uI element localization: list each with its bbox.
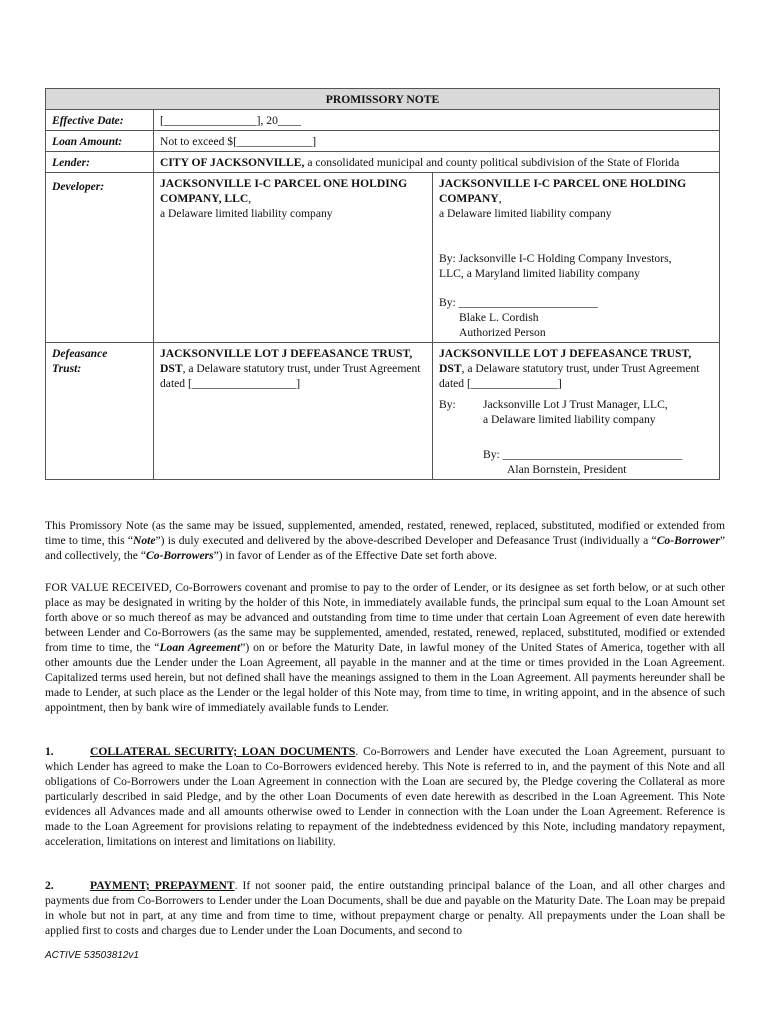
developer-left-description: a Delaware limited liability company xyxy=(160,207,333,220)
trust-signature-line: By: _______________________________ xyxy=(483,448,683,461)
developer-right-comma: , xyxy=(498,192,502,205)
defined-term-co-borrowers: Co-Borrowers xyxy=(145,549,214,562)
document-id-footer: ACTIVE 53503812v1 xyxy=(45,950,139,961)
loan-amount-value: Not to exceed $[_____________] xyxy=(154,131,720,152)
value-received-text-b: ”) on or before the Maturity Date, in lawful money of the United States of America, together with all other amounts due the Lender under the Loan Agreement, all payable in the manner and at the time or times provided in the Loan Agreement. Capitalized terms used herein, but not defined shall have the meanings assigned to them in the Loan Agreement. All payments hereunder shall be made to Lender, at such place as the Lender or the legal holder of this Note may, from time to time, in writing appoint, and in the absence of such appointment, then by bank wire of immediately available funds to Lender. xyxy=(45,641,725,714)
section-2-heading: PAYMENT; PREPAYMENT xyxy=(90,879,235,892)
developer-right-name: JACKSONVILLE I-C PARCEL ONE HOLDING COMPANY xyxy=(439,177,687,205)
developer-right-description: a Delaware limited liability company xyxy=(439,207,612,220)
developer-left-comma: , xyxy=(248,192,252,205)
lender-description: a consolidated municipal and county political subdivision of the State of Florida xyxy=(304,156,680,169)
section-2-paragraph xyxy=(45,878,725,938)
trust-by-line-1: Jacksonville Lot J Trust Manager, LLC, xyxy=(483,398,668,411)
developer-right-cell xyxy=(433,173,720,343)
defined-term-co-borrower: Co-Borrower xyxy=(656,534,720,547)
developer-left-cell xyxy=(154,173,433,343)
header-block xyxy=(45,88,721,480)
trust-by-tag: By: xyxy=(439,398,456,411)
trust-right-cell xyxy=(433,343,720,480)
developer-signature-line: By: ________________________ xyxy=(439,296,598,309)
trust-right-description: , a Delaware statutory trust, under Trust Agreement dated [_______________] xyxy=(439,362,700,390)
intro-text-b: ”) is duly executed and delivered by the above-described Developer and Defeasance Trust (individually a “ xyxy=(155,534,657,547)
trust-by-line-2: a Delaware limited liability company xyxy=(483,413,656,426)
parties-table xyxy=(45,88,720,480)
developer-by-line-2: LLC, a Maryland limited liability company xyxy=(439,267,640,280)
trust-left-cell xyxy=(154,343,433,480)
section-1-number: 1. xyxy=(45,745,54,758)
defined-term-note: Note xyxy=(132,534,156,547)
lender-name: CITY OF JACKSONVILLE, xyxy=(160,156,305,169)
trust-by-block xyxy=(439,397,713,427)
effective-date-label: Effective Date: xyxy=(46,110,154,131)
trust-left-description: , a Delaware statutory trust, under Trust Agreement dated [__________________] xyxy=(160,362,421,390)
loan-amount-label: Loan Amount: xyxy=(46,131,154,152)
document-title: PROMISSORY NOTE xyxy=(46,89,720,110)
section-2-text: . If not sooner paid, the entire outstanding principal balance of the Loan, and all other charges and payments due from Co-Borrowers to Lender under the Loan Documents, shall be due and payable on the Maturity Date. The Loan may be prepaid in whole but not in part, at any time and from time to time, without prepayment charge or penalty. All prepayments under the Loan shall be applied first to costs and charges due to Lender under the Loan Documents, and second to xyxy=(45,879,725,937)
trust-right-name: JACKSONVILLE LOT J DEFEASANCE TRUST, DST xyxy=(439,347,692,375)
defined-term-loan-agreement: Loan Agreement xyxy=(159,641,241,654)
effective-date-value: [________________], 20____ xyxy=(154,110,720,131)
section-2-number: 2. xyxy=(45,879,54,892)
defeasance-trust-label xyxy=(46,343,154,480)
section-1-heading: COLLATERAL SECURITY; LOAN DOCUMENTS xyxy=(90,745,356,758)
trust-signatory-name: Alan Bornstein, President xyxy=(507,463,627,476)
value-received-text-a: FOR VALUE RECEIVED, Co-Borrowers covenant and promise to pay to the order of Lender, or its designee as set forth below, or at such other place as may be designated in writing by the holder of this Note, in immediately available funds, the principal sum equal to the Loan Amount set forth above or so much thereof as may be advanced and outstanding from time to time under that certain Loan Agreement of even date herewith between Lender and Co-Borrowers (as the same may be supplemented, amended, restated, renewed, replaced, substituted, modified or extended from time to time, the “ xyxy=(45,581,725,654)
developer-signatory-title: Authorized Person xyxy=(459,326,546,339)
developer-label: Developer: xyxy=(46,173,154,343)
intro-text-d: ”) in favor of Lender as of the Effective Date set forth above. xyxy=(213,549,498,562)
trust-left-name: JACKSONVILLE LOT J DEFEASANCE TRUST, DST xyxy=(160,347,413,375)
developer-left-name: JACKSONVILLE I-C PARCEL ONE HOLDING COMPANY, LLC xyxy=(160,177,408,205)
lender-label: Lender: xyxy=(46,152,154,173)
section-1-paragraph xyxy=(45,744,725,849)
developer-signatory-name: Blake L. Cordish xyxy=(459,311,539,324)
intro-paragraph xyxy=(45,518,725,563)
section-1-text: . Co-Borrowers and Lender have executed the Loan Agreement, pursuant to which Lender has agreed to make the Loan to Co-Borrowers evidenced hereby. This Note is referred to in, and the payment of this Note and all obligations of Co-Borrowers under the Loan Agreement in connection with the Loan are secured by, the Pledge covering the Collateral as more particularly described in said Pledge, and by the other Loan Documents of even date herewith as described in the Loan Agreement. This Note evidences all Advances made and all amounts otherwise owed to Lender in connection with the Loan under the Loan Agreement. Reference is made to the Loan Agreement for provisions relating to repayment of the indebtedness evidenced by this Note, including mandatory repayment, acceleration, limitations on interest and limitations on liability. xyxy=(45,745,725,848)
value-received-paragraph xyxy=(45,580,725,715)
developer-by-line-1: By: Jacksonville I-C Holding Company Investors, xyxy=(439,252,672,265)
intro-text-c: ” and collectively, the “ xyxy=(45,534,725,562)
intro-text-a: This Promissory Note (as the same may be issued, supplemented, amended, restated, renewed, replaced, substituted, modified or extended from time to time, this “ xyxy=(45,519,725,547)
defeasance-label-line-2: Trust: xyxy=(52,362,82,375)
lender-value xyxy=(154,152,720,173)
defeasance-label-line-1: Defeasance xyxy=(52,347,108,360)
